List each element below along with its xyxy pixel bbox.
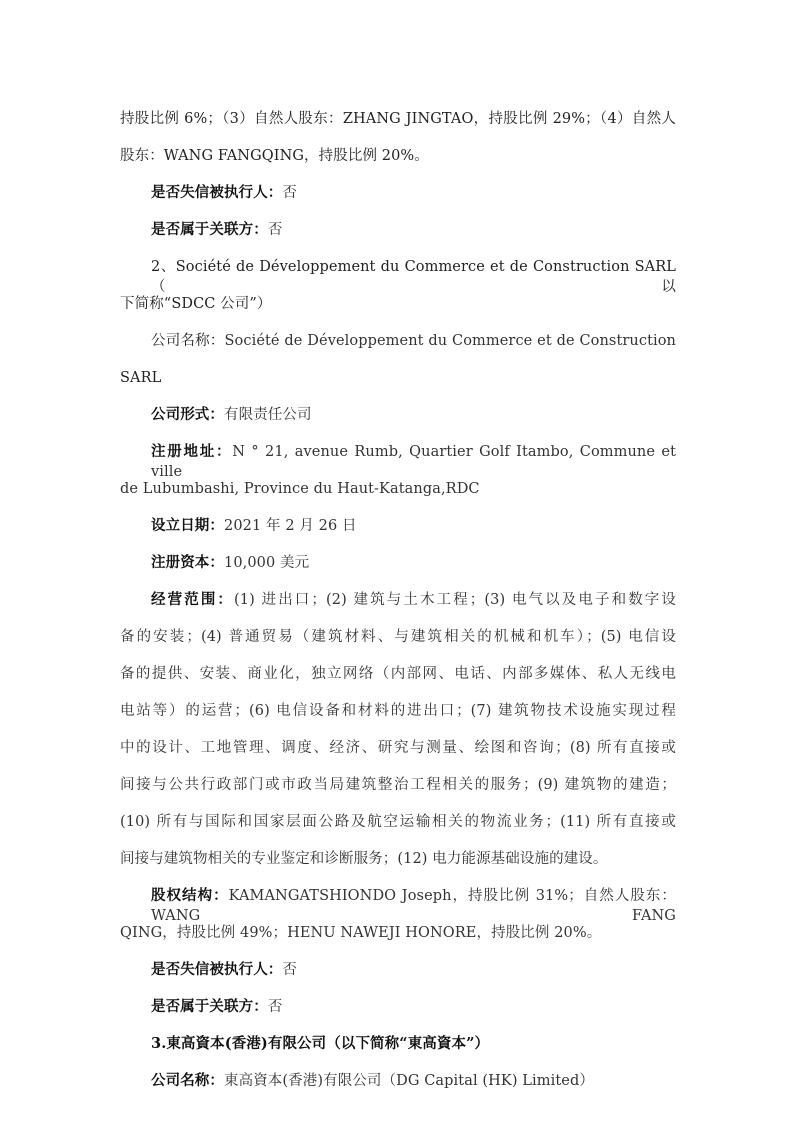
company-form-value: 有限责任公司 xyxy=(224,407,312,423)
shareholding-text-line: 股东：WANG FANGQING，持股比例 20%。 xyxy=(120,148,429,164)
company-name-label: 公司名称： xyxy=(151,1072,224,1089)
equity-structure-row xyxy=(151,886,676,926)
dishonest-debtor-label: 是否失信被执行人： xyxy=(151,961,283,978)
business-scope-row xyxy=(151,590,676,610)
dishonest-debtor-row xyxy=(151,183,676,203)
dishonest-debtor-label: 是否失信被执行人： xyxy=(151,184,283,201)
dishonest-debtor-value: 否 xyxy=(282,962,298,978)
company-name-label: 公司名称： xyxy=(151,333,225,349)
business-scope-line: 电站等）的运营；(6) 电信设备和材料的进出口；(7) 建筑物技术设施实现过程 xyxy=(120,703,676,719)
established-date-row xyxy=(151,516,676,536)
company-name-row xyxy=(151,331,676,351)
related-party-value: 否 xyxy=(267,222,283,238)
registered-address-row xyxy=(151,442,676,482)
business-scope-line: 间接与公共行政部门或市政当局建筑整治工程相关的服务；(9) 建筑物的建造； xyxy=(120,777,676,793)
related-party-label: 是否属于关联方： xyxy=(151,221,268,238)
section-heading: 2、Société de Développement du Commerce et de Construction SARL（以 xyxy=(151,259,676,295)
equity-structure-value: KAMANGATSHIONDO Joseph，持股比例 31%；自然人股东：WANG FANG xyxy=(151,888,676,924)
business-scope-line: 备的安装；(4) 普通贸易（建筑材料、与建筑相关的机械和机车）；(5) 电信设 xyxy=(120,629,676,645)
company-form-label: 公司形式： xyxy=(151,406,224,423)
business-scope-line: 中的设计、工地管理、调度、经济、研究与测量、绘图和咨询；(8) 所有直接或 xyxy=(120,740,676,756)
established-date-label: 设立日期： xyxy=(151,517,224,534)
shareholding-text-line: 持股比例 6%；（3）自然人股东：ZHANG JINGTAO，持股比例 29%；（4）自然人 xyxy=(120,111,676,127)
registered-capital-label: 注册资本： xyxy=(151,554,224,571)
business-scope-line: (10) 所有与国际和国家层面公路及航空运输相关的物流业务；(11) 所有直接或 xyxy=(120,814,676,830)
business-scope-label: 经营范围： xyxy=(151,591,235,608)
company-name-value: 東高資本(香港)有限公司（DG Capital (HK) Limited） xyxy=(224,1073,594,1089)
company-name-value: Société de Développement du Commerce et de Construction xyxy=(224,333,677,349)
registered-capital-row xyxy=(151,553,676,573)
section-heading-continued: 下简称“SDCC 公司”） xyxy=(120,296,272,312)
established-date-value: 2021 年 2 月 26 日 xyxy=(224,518,357,534)
related-party-row xyxy=(151,220,676,240)
related-party-row xyxy=(151,997,676,1017)
registered-capital-value: 10,000 美元 xyxy=(224,555,310,571)
equity-structure-label: 股权结构： xyxy=(151,887,229,904)
company-name-row xyxy=(151,1071,676,1091)
registered-address-continued: de Lubumbashi, Province du Haut-Katanga,RDC xyxy=(120,481,480,497)
company-name-value-continued: SARL xyxy=(120,370,162,386)
related-party-label: 是否属于关联方： xyxy=(151,998,268,1015)
related-party-value: 否 xyxy=(267,999,283,1015)
registered-address-value: N ° 21, avenue Rumb, Quartier Golf Itambo, Commune et ville xyxy=(151,444,677,480)
dishonest-debtor-row xyxy=(151,960,676,980)
registered-address-label: 注册地址： xyxy=(151,443,233,460)
equity-structure-continued: QING，持股比例 49%；HENU NAWEJI HONORE，持股比例 20%。 xyxy=(120,925,602,941)
dishonest-debtor-value: 否 xyxy=(282,185,298,201)
business-scope-line: 备的提供、安装、商业化，独立网络（内部网、电话、内部多媒体、私人无线电 xyxy=(120,666,676,682)
business-scope-line: 间接与建筑物相关的专业鉴定和诊断服务；(12) 电力能源基础设施的建设。 xyxy=(120,851,608,867)
business-scope-line: (1) 进出口；(2) 建筑与土木工程；(3) 电气以及电子和数字设 xyxy=(234,592,677,608)
section-heading: 3.東高資本(香港)有限公司（以下简称“東高資本”） xyxy=(151,1035,490,1052)
company-form-row xyxy=(151,405,676,425)
